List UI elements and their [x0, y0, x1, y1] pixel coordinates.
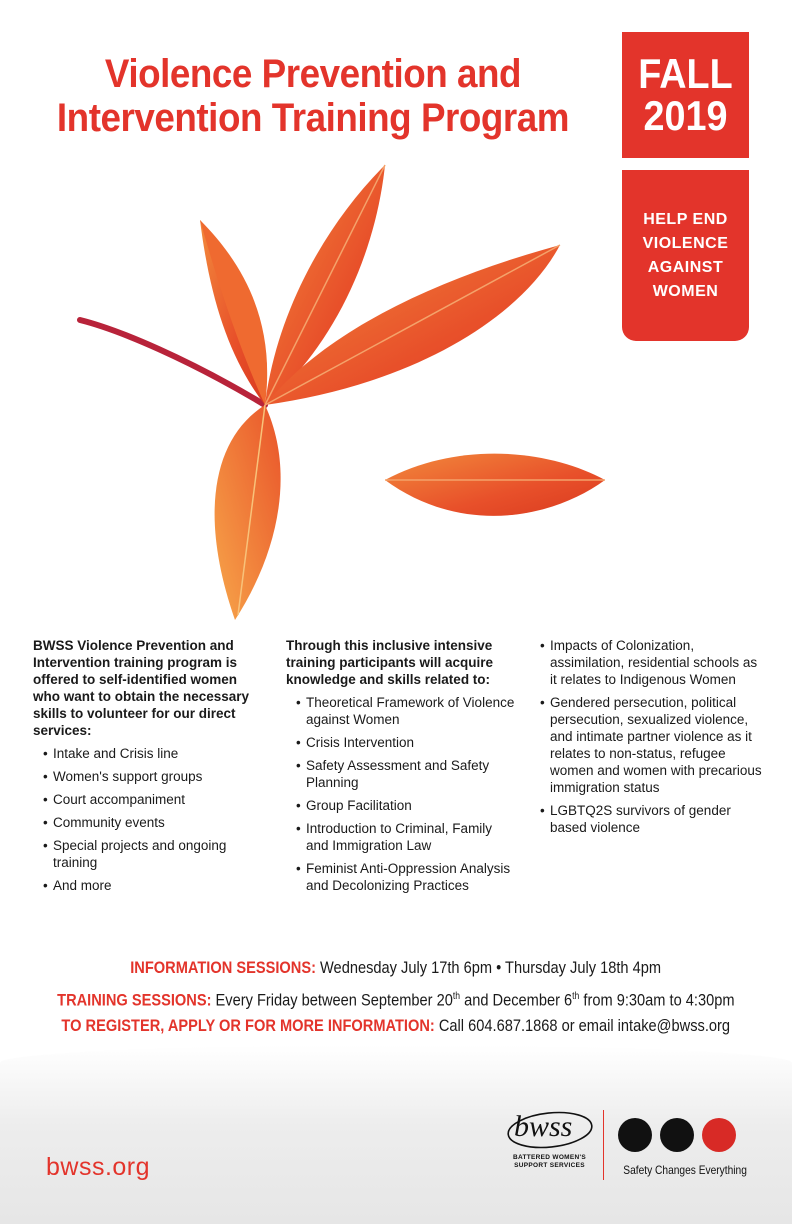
three-dots-logo	[618, 1118, 736, 1154]
season-badge	[622, 32, 749, 158]
list-item: • And more	[33, 877, 263, 894]
list-item: • Gendered persecution, political persecution, sexualized violence, and intimate partner violence as it relates to non-status, refugee women and women with precarious immigration status	[540, 694, 765, 796]
intro-text: BWSS Violence Prevention and Intervention training program is offered to self-identified women who want to obtain the necessary skills to volunteer for our direct services:	[33, 638, 250, 738]
list-item: • Safety Assessment and Safety Planning	[286, 757, 516, 791]
register-line	[0, 1015, 792, 1037]
ordinal-suffix: th	[572, 991, 580, 1002]
training-sessions-text-c: from 9:30am to 4:30pm	[579, 990, 735, 1010]
list-item: • Intake and Crisis line	[33, 745, 263, 762]
list-item: • Feminist Anti-Oppression Analysis and Decolonizing Practices	[286, 860, 516, 894]
list-item: • Women's support groups	[33, 768, 263, 785]
training-list	[286, 694, 516, 894]
topics-column	[540, 637, 765, 842]
red-dot-icon	[702, 1118, 736, 1152]
information-sessions-label: INFORMATION SESSIONS:	[130, 958, 317, 977]
logo-subtitle-line-2: SUPPORT SERVICES	[514, 1162, 585, 1169]
leaf-lower	[215, 405, 281, 620]
services-list	[33, 745, 263, 894]
list-item: • Court accompaniment	[33, 791, 263, 808]
intro-column	[33, 637, 263, 900]
training-text: Through this inclusive intensive training participants will acquire knowledge and skills related to:	[286, 638, 494, 687]
training-sessions-text-a: Every Friday between September 20	[215, 990, 453, 1010]
training-sessions-text-b: and December 6	[460, 990, 573, 1010]
black-dot-icon	[660, 1118, 694, 1152]
training-sessions-line	[0, 986, 792, 1012]
logo-subtitle-line-1: BATTERED WOMEN'S	[512, 1154, 587, 1161]
black-dot-icon	[618, 1118, 652, 1152]
list-item: • LGBTQ2S survivors of gender based violence	[540, 802, 765, 836]
logo-divider	[603, 1110, 604, 1180]
title-line-2: Intervention Training Program	[56, 96, 570, 140]
register-text[interactable]: Call 604.687.1868 or email intake@bwss.org	[439, 1016, 731, 1035]
season-year: 2019	[643, 92, 728, 139]
ordinal-suffix: th	[452, 991, 461, 1002]
autumn-leaf-image	[60, 150, 620, 630]
information-sessions-text: Wednesday July 17th 6pm • Thursday July 18th 4pm	[320, 958, 662, 977]
leaf-detached	[385, 454, 605, 516]
training-sessions-label: TRAINING SESSIONS:	[57, 990, 212, 1010]
tagline-text: HELP END VIOLENCE AGAINST WOMEN	[642, 210, 729, 300]
training-column	[286, 637, 516, 900]
list-item: • Theoretical Framework of Violence against Women	[286, 694, 516, 728]
list-item: • Crisis Intervention	[286, 734, 516, 751]
website-link[interactable]: bwss.org	[46, 1153, 151, 1181]
list-item: • Group Facilitation	[286, 797, 516, 814]
list-item: • Community events	[33, 814, 263, 831]
logo-wordmark: bwss	[514, 1110, 573, 1143]
title-line-1: Violence Prevention and	[104, 52, 522, 96]
list-item: • Impacts of Colonization, assimilation, residential schools as it relates to Indigenous Women	[540, 637, 765, 688]
information-sessions-line	[0, 957, 792, 979]
season-label: FALL	[638, 50, 733, 97]
topics-list	[540, 637, 765, 836]
bwss-logo	[502, 1108, 597, 1180]
list-item: • Introduction to Criminal, Family and Immigration Law	[286, 820, 516, 854]
slogan: Safety Changes Everything	[623, 1163, 747, 1177]
list-item: • Special projects and ongoing training	[33, 837, 263, 871]
register-label: TO REGISTER, APPLY OR FOR MORE INFORMATION:	[61, 1016, 436, 1035]
page-title	[42, 52, 585, 140]
logo-subtitle	[502, 1154, 597, 1170]
tagline-badge	[622, 170, 749, 341]
